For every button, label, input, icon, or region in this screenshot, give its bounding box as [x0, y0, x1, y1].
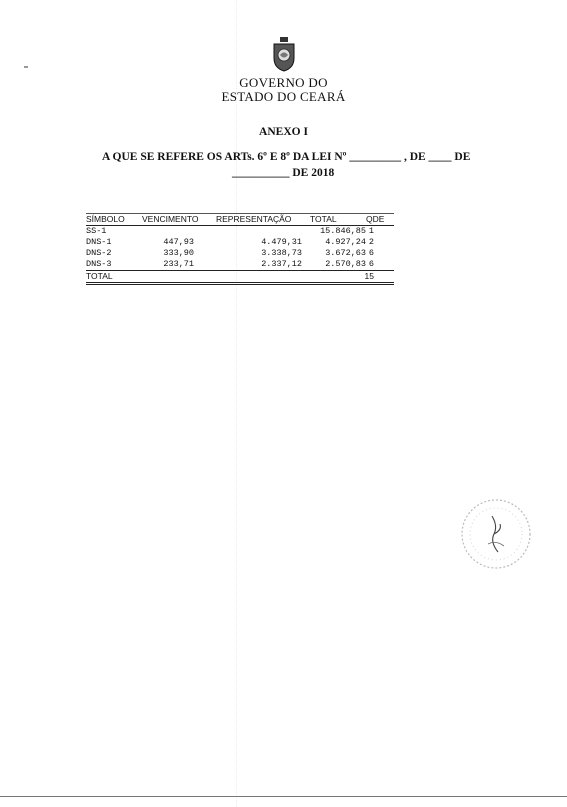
bottom-scan-edge — [0, 796, 567, 797]
scan-speck — [24, 66, 28, 68]
annex-title: ANEXO I — [259, 126, 308, 138]
table-row — [86, 248, 394, 259]
cell-qde: 6 — [368, 259, 374, 269]
cell-qde: 2 — [368, 237, 374, 247]
table-row — [86, 226, 394, 237]
cell-vencimento: 447,93 — [163, 237, 194, 247]
total-label: TOTAL — [86, 271, 113, 281]
cell-total: 2.570,83 — [325, 259, 366, 269]
cell-vencimento: 333,90 — [163, 248, 194, 258]
reference-line-1: A QUE SE REFERE OS ARTs. 6º E 8º DA LEI Nº _________ , DE ____ DE — [102, 151, 471, 163]
header-simbolo: SÍMBOLO — [86, 214, 125, 224]
header-representacao: REPRESENTAÇÃO — [216, 214, 292, 224]
cell-simbolo: DNS-2 — [86, 248, 112, 258]
state-crest-icon — [270, 36, 298, 72]
header-vencimento: VENCIMENTO — [142, 214, 199, 224]
table-total-row — [86, 270, 394, 285]
cell-qde: 6 — [368, 248, 374, 258]
cell-simbolo: DNS-3 — [86, 259, 112, 269]
header-total: TOTAL — [310, 214, 337, 224]
cell-total: 4.927,24 — [325, 237, 366, 247]
cell-vencimento: 233,71 — [163, 259, 194, 269]
cell-qde: 1 — [368, 226, 374, 236]
table-row — [86, 237, 394, 248]
table-header-row — [86, 213, 394, 226]
total-qde: 15 — [364, 271, 374, 281]
cell-total: 15.846,85 — [320, 226, 366, 236]
government-line-2: ESTADO DO CEARÁ — [221, 89, 346, 104]
official-stamp-icon — [458, 496, 534, 572]
salary-table — [86, 213, 394, 285]
table-row — [86, 259, 394, 270]
header-qde: QDE — [366, 214, 385, 224]
cell-simbolo: SS-1 — [86, 226, 107, 236]
government-line-1: GOVERNO DO — [239, 75, 328, 90]
scan-artifact-line — [236, 0, 237, 807]
cell-representacao: 4.479,31 — [261, 237, 302, 247]
cell-representacao: 2.337,12 — [261, 259, 302, 269]
reference-line-2: __________ DE 2018 — [232, 167, 335, 179]
cell-representacao: 3.338,73 — [261, 248, 302, 258]
cell-total: 3.672,63 — [325, 248, 366, 258]
cell-simbolo: DNS-1 — [86, 237, 112, 247]
